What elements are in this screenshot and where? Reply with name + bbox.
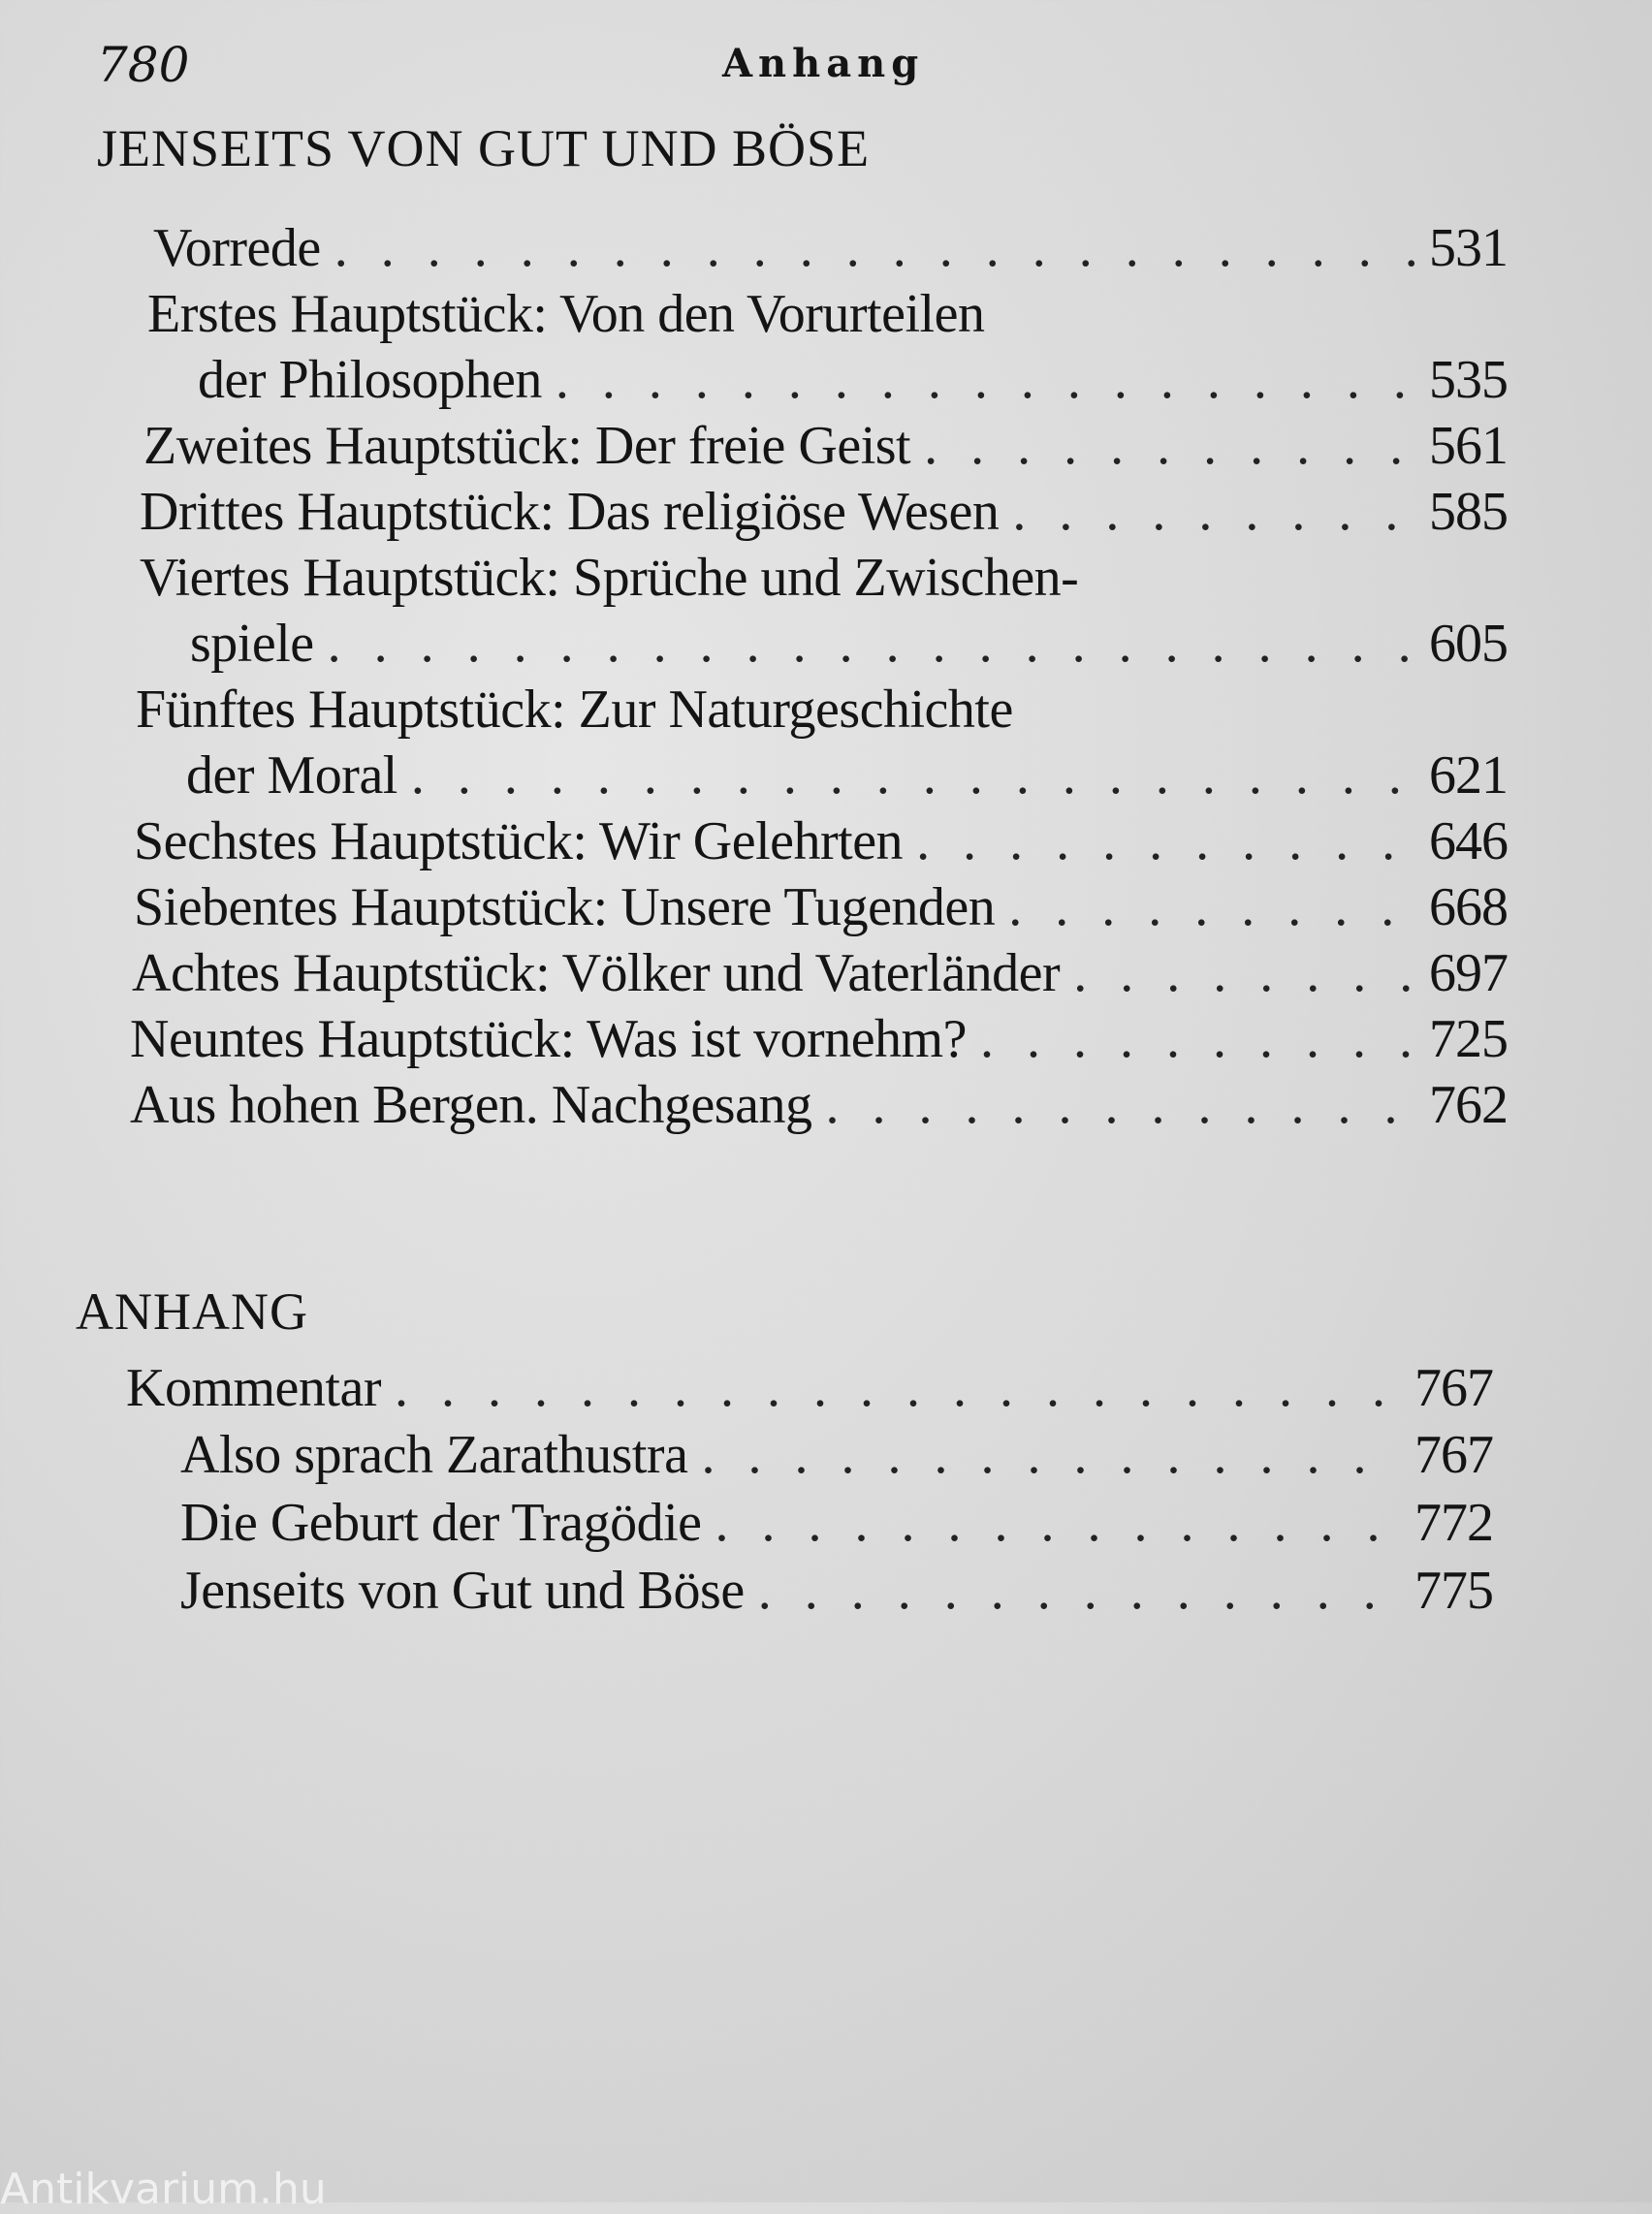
- toc-jenseits: [130, 215, 1508, 1138]
- page-number: 780: [97, 37, 190, 93]
- dot-leader: [395, 1355, 1401, 1421]
- toc-page-number: 762: [1429, 1075, 1508, 1135]
- toc-entry: [134, 874, 1508, 940]
- dot-leader: [980, 1006, 1415, 1072]
- toc-page-number: 621: [1429, 745, 1508, 806]
- toc-entry: [132, 940, 1508, 1006]
- dot-leader: [1012, 479, 1415, 545]
- toc-entry: [140, 545, 1508, 677]
- toc-entry: [143, 413, 1508, 479]
- toc-page-number: 775: [1414, 1561, 1493, 1621]
- toc-entry-label: Neuntes Hauptstück: Was ist vornehm?: [130, 1009, 967, 1069]
- toc-page-number: 725: [1429, 1009, 1508, 1069]
- toc-entry: [147, 281, 1508, 413]
- toc-entry-label: Jenseits von Gut und Böse: [180, 1561, 745, 1621]
- toc-entry: [153, 215, 1508, 281]
- dot-leader: [328, 611, 1415, 677]
- toc-page-number: 772: [1414, 1493, 1493, 1553]
- running-head: [97, 37, 1503, 105]
- dot-leader: [1008, 874, 1415, 940]
- dot-leader: [924, 413, 1415, 479]
- dot-leader: [334, 215, 1415, 281]
- toc-page-number: 767: [1414, 1358, 1493, 1418]
- toc-entry: [126, 1355, 1493, 1421]
- toc-entry: [180, 1421, 1493, 1489]
- toc-anhang: [126, 1355, 1493, 1625]
- toc-entry-label: Drittes Hauptstück: Das religiöse Wesen: [140, 482, 1000, 542]
- toc-page-number: 668: [1429, 877, 1508, 937]
- toc-page-number: 585: [1429, 482, 1508, 542]
- dot-leader: [825, 1072, 1415, 1138]
- toc-page-number: 646: [1429, 811, 1508, 871]
- toc-entry-label: Die Geburt der Tragödie: [180, 1493, 702, 1553]
- toc-entry-label: Kommentar: [126, 1358, 381, 1418]
- toc-entry: [130, 1072, 1508, 1138]
- dot-leader: [758, 1557, 1401, 1625]
- toc-entry-label-continued: der Moral: [186, 745, 397, 806]
- toc-entry: [130, 1006, 1508, 1072]
- toc-page-number: 605: [1429, 614, 1508, 674]
- toc-entry-label: Vorrede: [153, 218, 321, 278]
- toc-entry-label: Sechstes Hauptstück: Wir Gelehrten: [134, 811, 904, 871]
- toc-entry: [180, 1489, 1493, 1557]
- running-title: Anhang: [722, 41, 925, 86]
- toc-entry-label: Aus hohen Bergen. Nachgesang: [130, 1075, 812, 1135]
- toc-entry-label-continued: spiele: [190, 614, 314, 674]
- dot-leader: [411, 743, 1415, 808]
- dot-leader: [556, 347, 1415, 413]
- toc-entry-label: Zweites Hauptstück: Der freie Geist: [143, 416, 911, 476]
- toc-entry: [180, 1557, 1493, 1625]
- dot-leader: [1073, 940, 1415, 1006]
- toc-entry-label: Erstes Hauptstück: Von den Vorurteilen: [147, 284, 985, 344]
- toc-entry-label: Fünftes Hauptstück: Zur Naturgeschichte: [136, 680, 1013, 740]
- toc-entry: [134, 808, 1508, 874]
- dot-leader: [916, 808, 1415, 874]
- toc-entry-label: Viertes Hauptstück: Sprüche und Zwischen-: [140, 548, 1079, 608]
- section-title-anhang: ANHANG: [76, 1282, 308, 1341]
- toc-entry-label: Also sprach Zarathustra: [180, 1425, 688, 1485]
- section-title-jenseits: JENSEITS VON GUT UND BÖSE: [97, 119, 871, 177]
- toc-page-number: 531: [1429, 218, 1508, 278]
- toc-entry-label: Achtes Hauptstück: Völker und Vaterländer: [132, 943, 1061, 1003]
- toc-page-number: 767: [1414, 1425, 1493, 1485]
- toc-entry-label-continued: der Philosophen: [198, 350, 542, 410]
- dot-leader: [715, 1489, 1401, 1557]
- watermark: Antikvarium.hu: [0, 2165, 327, 2214]
- toc-page-number: 561: [1429, 416, 1508, 476]
- toc-page-number: 535: [1429, 350, 1508, 410]
- dot-leader: [701, 1421, 1401, 1489]
- toc-entry: [136, 677, 1508, 808]
- toc-page-number: 697: [1429, 943, 1508, 1003]
- toc-entry-label: Siebentes Hauptstück: Unsere Tugenden: [134, 877, 996, 937]
- toc-entry: [140, 479, 1508, 545]
